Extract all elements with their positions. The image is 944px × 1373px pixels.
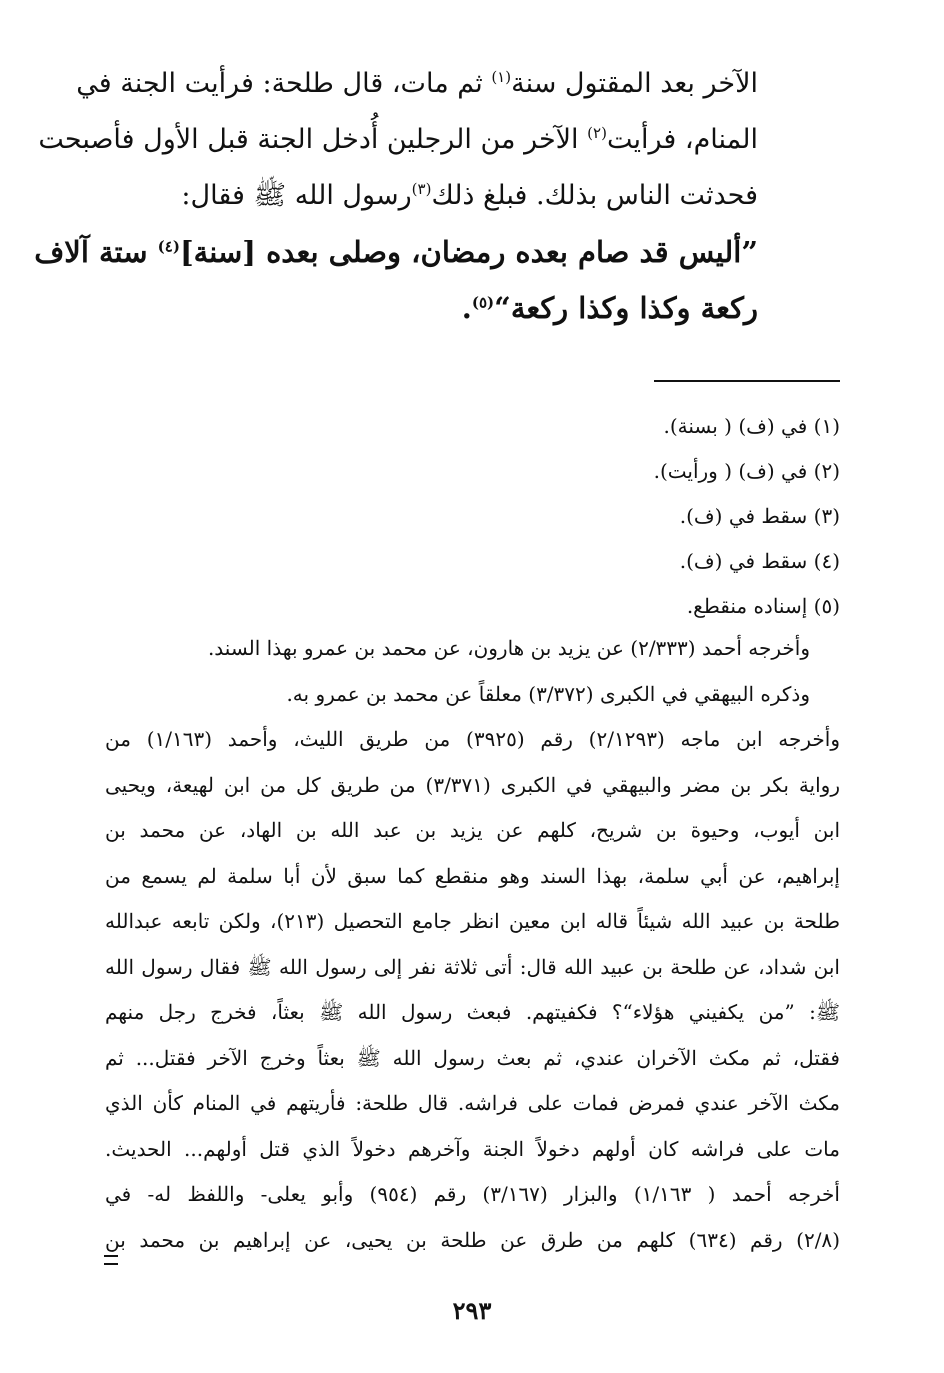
footnote-2: (٢) في (ف) ( ورأيت).: [653, 459, 840, 483]
footnote-ref-2: (٢): [587, 124, 607, 142]
commentary-line: ابن شداد، عن طلحة بن عبيد الله قال: أتى ثلاثة نفر إلى رسول الله ﷺ فقال رسول الله: [105, 954, 840, 979]
page-number: ٢٩٣: [452, 1296, 492, 1325]
main-line-1: [76, 56, 758, 112]
commentary-line: أخرجه أحمد ( ١/١٦٣) والبزار (٣/١٦٧) رقم (٩٥٤) وأبو يعلى- واللفظ له- في: [105, 1182, 840, 1206]
commentary-line: مات على فراشه كان أولهم دخولاً الجنة وآخرهم دخولاً الذي قتل أولهم... الحديث.: [105, 1136, 840, 1161]
text-segment: ثم مات، قال طلحة: فرأيت الجنة في: [76, 68, 492, 99]
hadith-line-2: [106, 280, 758, 336]
main-line-3: [106, 168, 758, 224]
text-segment: ستة آلاف: [34, 235, 158, 269]
text-segment: ”أليس قد صام بعده رمضان، وصلى بعده [سنة]: [179, 235, 758, 269]
commentary-line: ﷺ: ”من يكفيني هؤلاء“؟ فكفيتهم. فبعث رسول الله ﷺ بعثاً، فخرج رجل منهم: [105, 1000, 840, 1024]
text-segment: ركعة وكذا وكذا ركعة“: [494, 291, 758, 325]
main-line-2: [38, 112, 758, 168]
footnote-3: (٣) سقط في (ف).: [679, 504, 840, 528]
text-segment: الآخر من الرجلين أُدخل الجنة قبل الأول فأصبحت: [38, 124, 588, 155]
hadith-line-1: [34, 224, 758, 280]
commentary-line: ابن أيوب، وحيوة بن شريح، كلهم عن يزيد بن عبد الله بن الهاد، عن محمد بن: [105, 818, 840, 842]
commentary-line: رواية بكر بن مضر والبيهقي في الكبرى (٣/٣٧١) من طريق كل من ابن لهيعة، ويحيى: [105, 772, 840, 797]
commentary-line: وأخرجه أحمد (٢/٣٣٣) عن يزيد بن هارون، عن محمد بن عمرو بهذا السند.: [207, 636, 810, 660]
footnotes: [105, 404, 840, 629]
continuation-mark: [104, 1255, 118, 1265]
text-segment: الآخر بعد المقتول سنة: [511, 68, 758, 99]
footnote-ref-3: (٣): [411, 180, 432, 198]
text-segment: .: [461, 291, 472, 325]
commentary-line: طلحة بن عبيد الله شيئاً قاله ابن معين انظر جامع التحصيل (٢١٣)، ولكن تابعه عبدالله: [105, 909, 840, 933]
commentary-line: وذكره البيهقي في الكبرى (٣/٣٧٢) معلقاً عن محمد بن عمرو به.: [286, 681, 810, 706]
commentary-line: وأخرجه ابن ماجه (٢/١٢٩٣) رقم (٣٩٢٥) من طريق الليث، وأحمد (١/١٦٣) من: [105, 727, 840, 751]
commentary-line: إبراهيم، عن أبي سلمة، بهذا السند وهو منقطع كما سبق لأن أبا سلمة لم يسمع من: [105, 863, 840, 888]
footnote-ref-5: (٥): [471, 293, 495, 312]
footnote-ref-4: (٤): [157, 237, 180, 256]
commentary-line: فقتل، ثم مكث الآخران عندي، ثم بعث رسول الله ﷺ بعثاً وخرج الآخر فقتل... ثم: [105, 1045, 840, 1070]
footnote-ref-1: (١): [491, 68, 512, 86]
commentary-line: (٢/٨) رقم (٦٣٤) كلهم من طرق عن طلحة بن يحيى، عن إبراهيم بن محمد بن: [105, 1227, 840, 1252]
commentary-line: مكث الآخر عندي فمرض فمات على فراشه. قال طلحة: فأريتهم في المنام كأن الذي: [105, 1091, 840, 1115]
footnote-1: (١) في (ف) ( بسنة).: [663, 414, 840, 438]
text-segment: فحدثت الناس بذلك. فبلغ ذلك: [431, 180, 758, 211]
text-segment: المنام، فرأيت: [606, 124, 758, 155]
footnote-commentary: [105, 626, 840, 1263]
footnote-5: (٥) إسناده منقطع.: [686, 594, 840, 618]
footnote-divider: [654, 380, 840, 382]
text-segment: رسول الله ﷺ فقال:: [181, 180, 412, 211]
main-text: [34, 56, 758, 336]
footnote-4: (٤) سقط في (ف).: [679, 549, 840, 573]
